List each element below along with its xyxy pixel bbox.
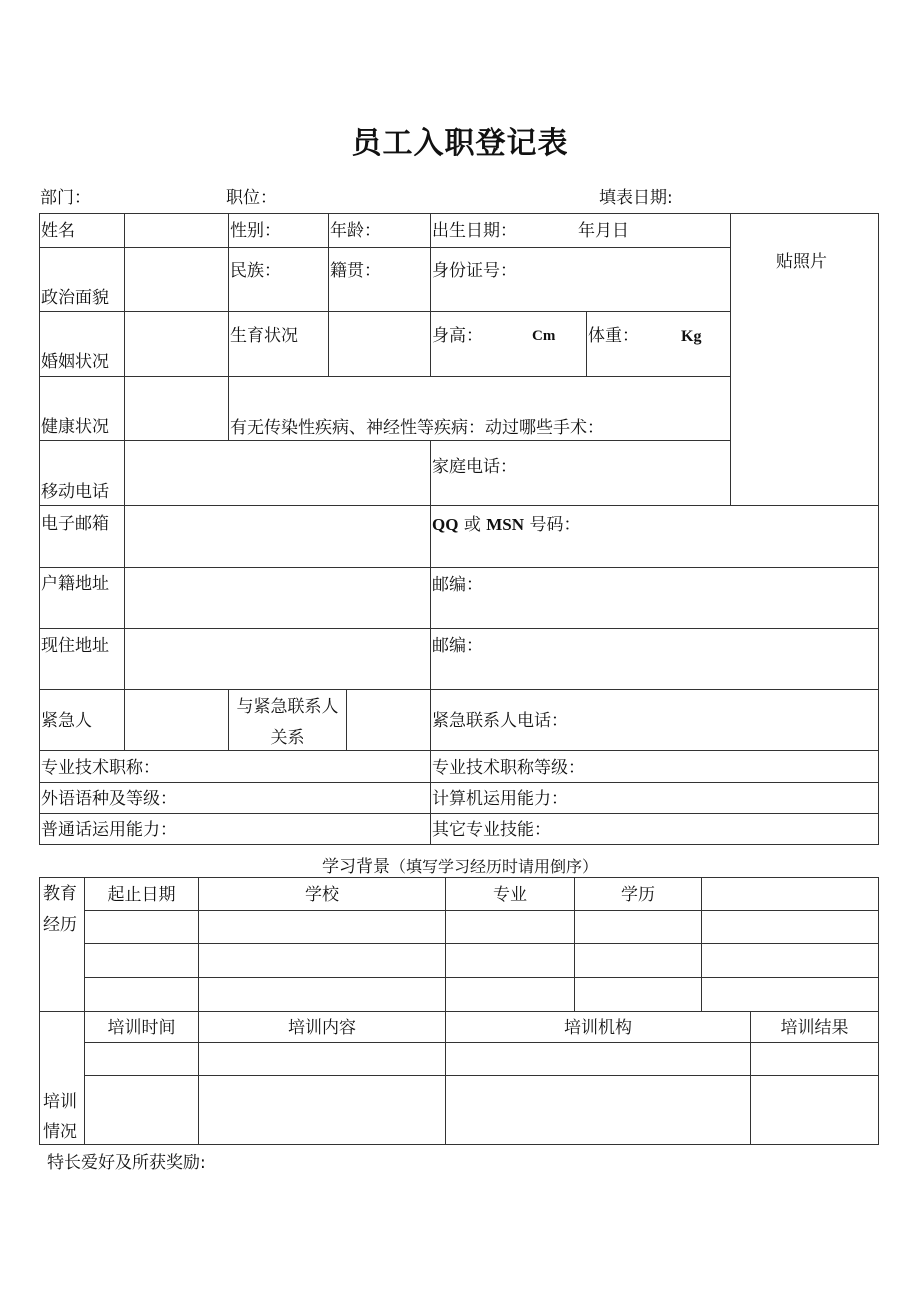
id-number-label: 身份证号：	[432, 261, 517, 281]
edu-row2-degree[interactable]	[575, 944, 701, 977]
health-field[interactable]	[125, 377, 228, 440]
train-row1-time[interactable]	[85, 1043, 198, 1075]
name-label: 姓名	[41, 221, 75, 241]
height-unit: Cm	[532, 328, 556, 344]
edu-row3-school[interactable]	[199, 978, 445, 1011]
household-address-label: 户籍地址	[41, 574, 109, 594]
edu-row2-school[interactable]	[199, 944, 445, 977]
emergency-phone-label: 紧急联系人电话：	[432, 711, 568, 731]
relation-field[interactable]	[347, 690, 430, 750]
tech-title-level-label: 专业技术职称等级：	[432, 758, 585, 778]
training-label-line2: 情况	[43, 1122, 77, 1142]
computer-label: 计算机运用能力：	[432, 789, 568, 809]
or-text: 或	[463, 515, 481, 535]
msn-text: MSN	[486, 515, 525, 534]
year-month-day-label: 年月日	[578, 221, 629, 241]
postcode1-label: 邮编：	[432, 575, 483, 595]
fill-date-label: 填表日期:	[599, 188, 673, 208]
postcode2-label: 邮编：	[432, 636, 483, 656]
education-caption	[0, 852, 920, 877]
position-label: 职位：	[226, 188, 277, 208]
emergency-contact-label: 紧急人	[41, 711, 92, 731]
age-label: 年龄：	[330, 221, 381, 241]
train-row1-institution[interactable]	[446, 1043, 750, 1075]
current-address-field[interactable]	[125, 629, 430, 689]
qq-text: QQ	[432, 515, 459, 534]
emergency-contact-field[interactable]	[125, 690, 228, 750]
hobbies-label: 特长爱好及所获奖励:	[47, 1153, 206, 1173]
native-place-label: 籍贯：	[330, 261, 381, 281]
gender-label: 性别：	[230, 221, 281, 241]
train-row1-content[interactable]	[199, 1043, 445, 1075]
edu-row1-degree[interactable]	[575, 911, 701, 943]
form-title: 员工入职登记表	[351, 126, 569, 161]
name-field[interactable]	[125, 214, 228, 247]
edu-row3-degree[interactable]	[575, 978, 701, 1011]
department-label: 部门：	[40, 188, 91, 208]
train-row2-institution[interactable]	[446, 1076, 750, 1144]
fertility-label: 生育状况	[230, 326, 298, 346]
edu-row1-dates[interactable]	[85, 911, 198, 943]
political-field[interactable]	[125, 248, 228, 311]
edu-col-school: 学校	[305, 885, 339, 905]
fertility-field[interactable]	[329, 312, 430, 376]
marital-field[interactable]	[125, 312, 228, 376]
birth-date-label: 出生日期：	[432, 221, 517, 241]
education-label-line2: 经历	[43, 915, 77, 935]
mandarin-label: 普通话运用能力：	[41, 820, 177, 840]
edu-row3-dates[interactable]	[85, 978, 198, 1011]
edu-row2-major[interactable]	[446, 944, 574, 977]
train-row2-result[interactable]	[751, 1076, 878, 1144]
train-row2-content[interactable]	[199, 1076, 445, 1144]
train-row1-result[interactable]	[751, 1043, 878, 1075]
tech-title-label: 专业技术职称：	[41, 758, 160, 778]
mobile-label: 移动电话	[41, 482, 109, 502]
weight-unit: Kg	[681, 328, 702, 345]
edu-row2-dates[interactable]	[85, 944, 198, 977]
train-col-time: 培训时间	[107, 1018, 176, 1038]
weight-label: 体重：	[588, 326, 639, 346]
health-label: 健康状况	[41, 417, 109, 437]
education-caption-note: （填写学习经历时请用倒序）	[389, 857, 598, 876]
edu-row3-major[interactable]	[446, 978, 574, 1011]
education-label-line1: 教育	[43, 884, 77, 904]
edu-col-dates: 起止日期	[107, 885, 176, 905]
height-label: 身高：	[432, 326, 483, 346]
relation-label-line1: 与紧急联系人	[236, 697, 339, 717]
qq-msn-label	[432, 516, 580, 534]
relation-label-line2: 关系	[270, 728, 305, 748]
train-col-institution: 培训机构	[564, 1018, 632, 1038]
mobile-field[interactable]	[125, 441, 430, 505]
email-label: 电子邮箱	[41, 514, 109, 534]
edu-row1-major[interactable]	[446, 911, 574, 943]
training-label-line1: 培训	[43, 1092, 77, 1112]
photo-placeholder: 贴照片	[776, 252, 827, 272]
edu-col-major: 专业	[493, 885, 527, 905]
number-text: 号码：	[529, 515, 581, 535]
language-label: 外语语种及等级：	[41, 789, 177, 809]
other-skills-label: 其它专业技能：	[432, 820, 551, 840]
ethnicity-label: 民族：	[230, 261, 281, 281]
home-phone-label: 家庭电话：	[432, 457, 517, 477]
marital-label: 婚姻状况	[41, 352, 109, 372]
disease-question: 有无传染性疾病、神经性等疾病：动过哪些手术：	[230, 418, 604, 438]
household-address-field[interactable]	[125, 568, 430, 628]
edu-row1-school[interactable]	[199, 911, 445, 943]
email-field[interactable]	[125, 506, 430, 567]
edu-col-degree: 学历	[621, 885, 655, 905]
train-col-content: 培训内容	[288, 1018, 356, 1038]
education-caption-title: 学习背景	[321, 857, 390, 877]
political-label: 政治面貌	[41, 288, 109, 308]
train-col-result: 培训结果	[780, 1018, 849, 1038]
train-row2-time[interactable]	[85, 1076, 198, 1144]
current-address-label: 现住地址	[41, 636, 109, 656]
